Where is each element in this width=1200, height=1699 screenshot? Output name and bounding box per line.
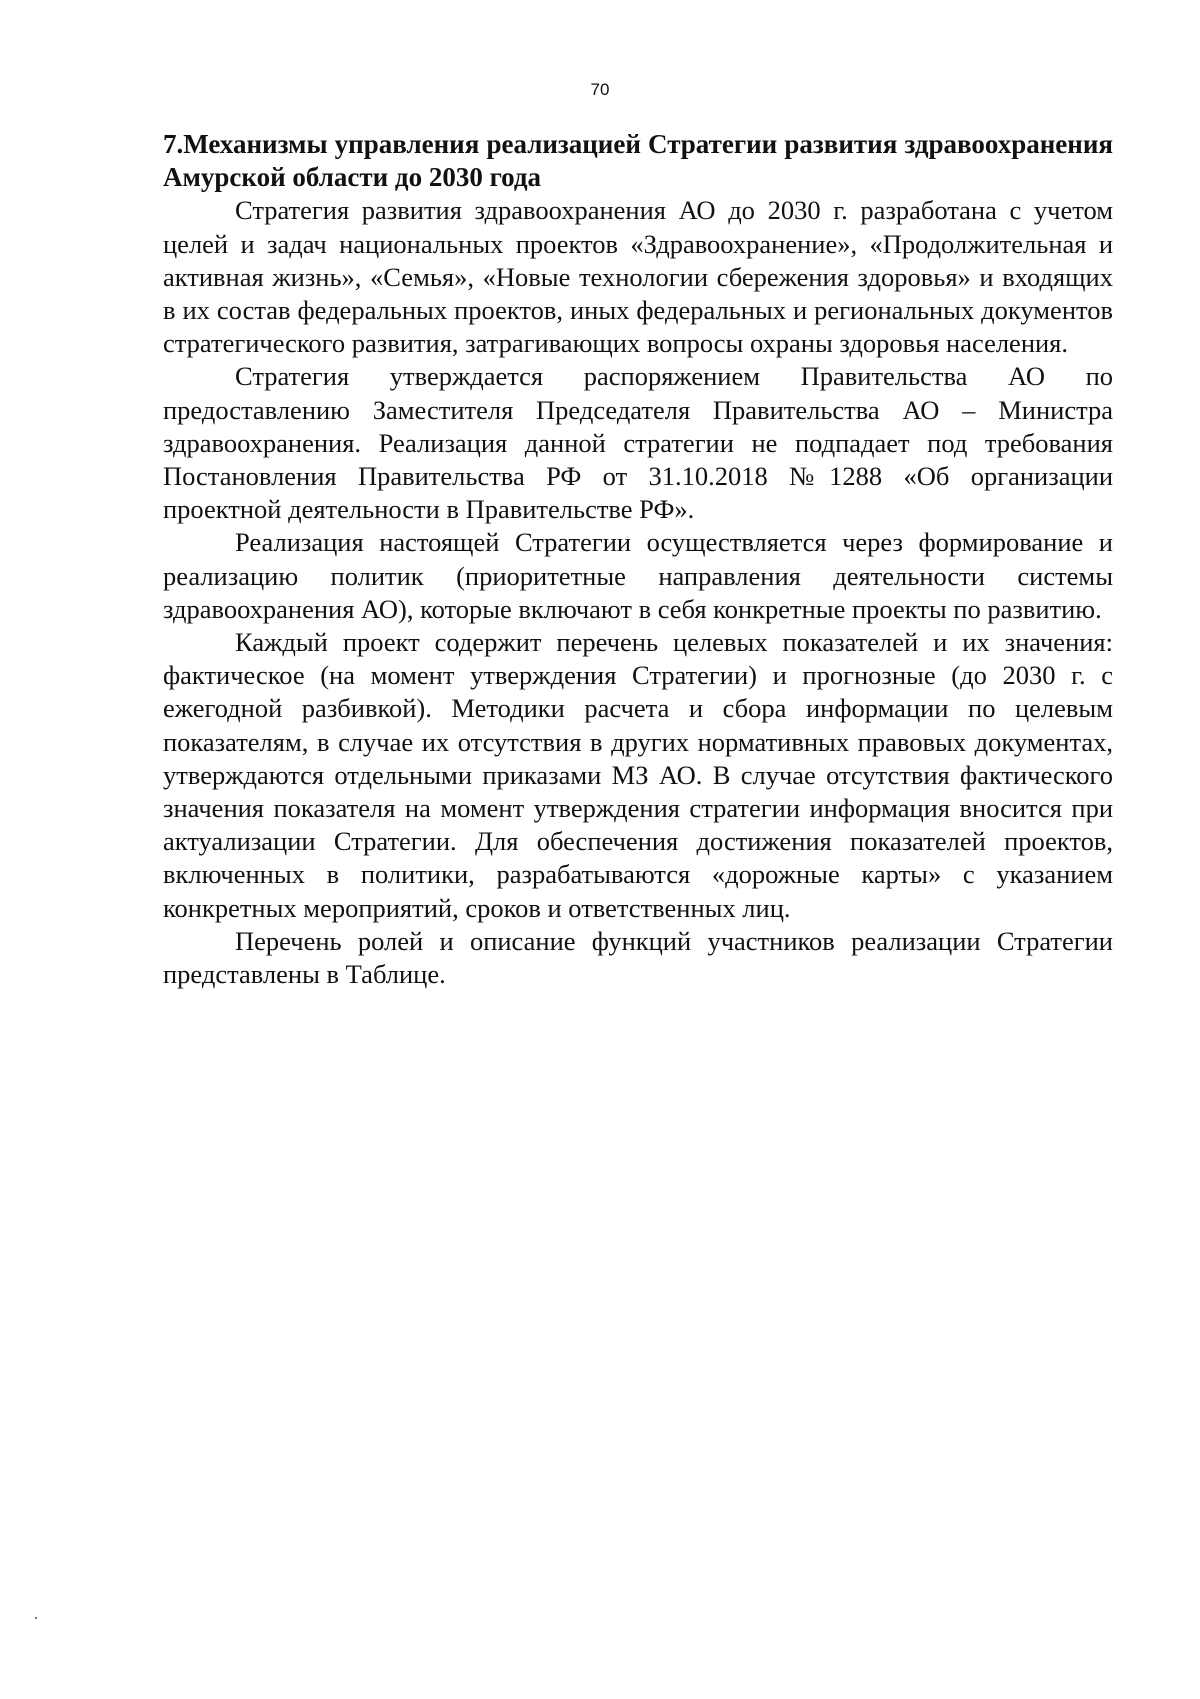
document-body	[163, 128, 1113, 991]
paragraph-strategy-development: Стратегия развития здравоохранения АО до 2030 г. разработана с учетом целей и задач национальных проектов «Здравоохранение», «Продолжительная и активная жизнь», «Семья», «Новые технологии сбережения здоровья» и входящих в их состав федеральных проектов, иных федеральных и региональных документов стратегического развития, затрагивающих вопросы охраны здоровья населения.	[163, 195, 1113, 359]
section-heading: 7.Механизмы управления реализацией Стратегии развития здравоохранения Амурской области до 2030 года	[163, 129, 1113, 193]
page-number: 70	[590, 80, 610, 99]
paragraph-project-indicators: Каждый проект содержит перечень целевых показателей и их значения: фактическое (на момент утверждения Стратегии) и прогнозные (до 2030 г. с ежегодной разбивкой). Методики расчета и сбора информации по целевым показателям, в случае их отсутствия в других нормативных правовых документах, утверждаются отдельными приказами МЗ АО. В случае отсутствия фактического значения показателя на момент утверждения стратегии информация вносится при актуализации Стратегии. Для обеспечения достижения показателей проектов, включенных в политики, разрабатываются «дорожные карты» с указанием конкретных мероприятий, сроков и ответственных лиц.	[163, 627, 1113, 923]
paragraph-strategy-approval: Стратегия утверждается распоряжением Правительства АО по предоставлению Заместителя Председателя Правительства АО – Министра здравоохранения. Реализация данной стратегии не подпадает под требования Постановления Правительства РФ от 31.10.2018 №1288 «Об организации проектной деятельности в Правительстве РФ».	[163, 361, 1113, 525]
paragraph-strategy-implementation: Реализация настоящей Стратегии осуществляется через формирование и реализацию политик (приоритетные направления деятельности системы здравоохранения АО), которые включают в себя конкретные проекты по развитию.	[163, 527, 1113, 624]
scan-speck	[35, 1617, 37, 1619]
paragraph-roles-table-reference: Перечень ролей и описание функций участников реализации Стратегии представлены в Таблице.	[163, 925, 1113, 990]
